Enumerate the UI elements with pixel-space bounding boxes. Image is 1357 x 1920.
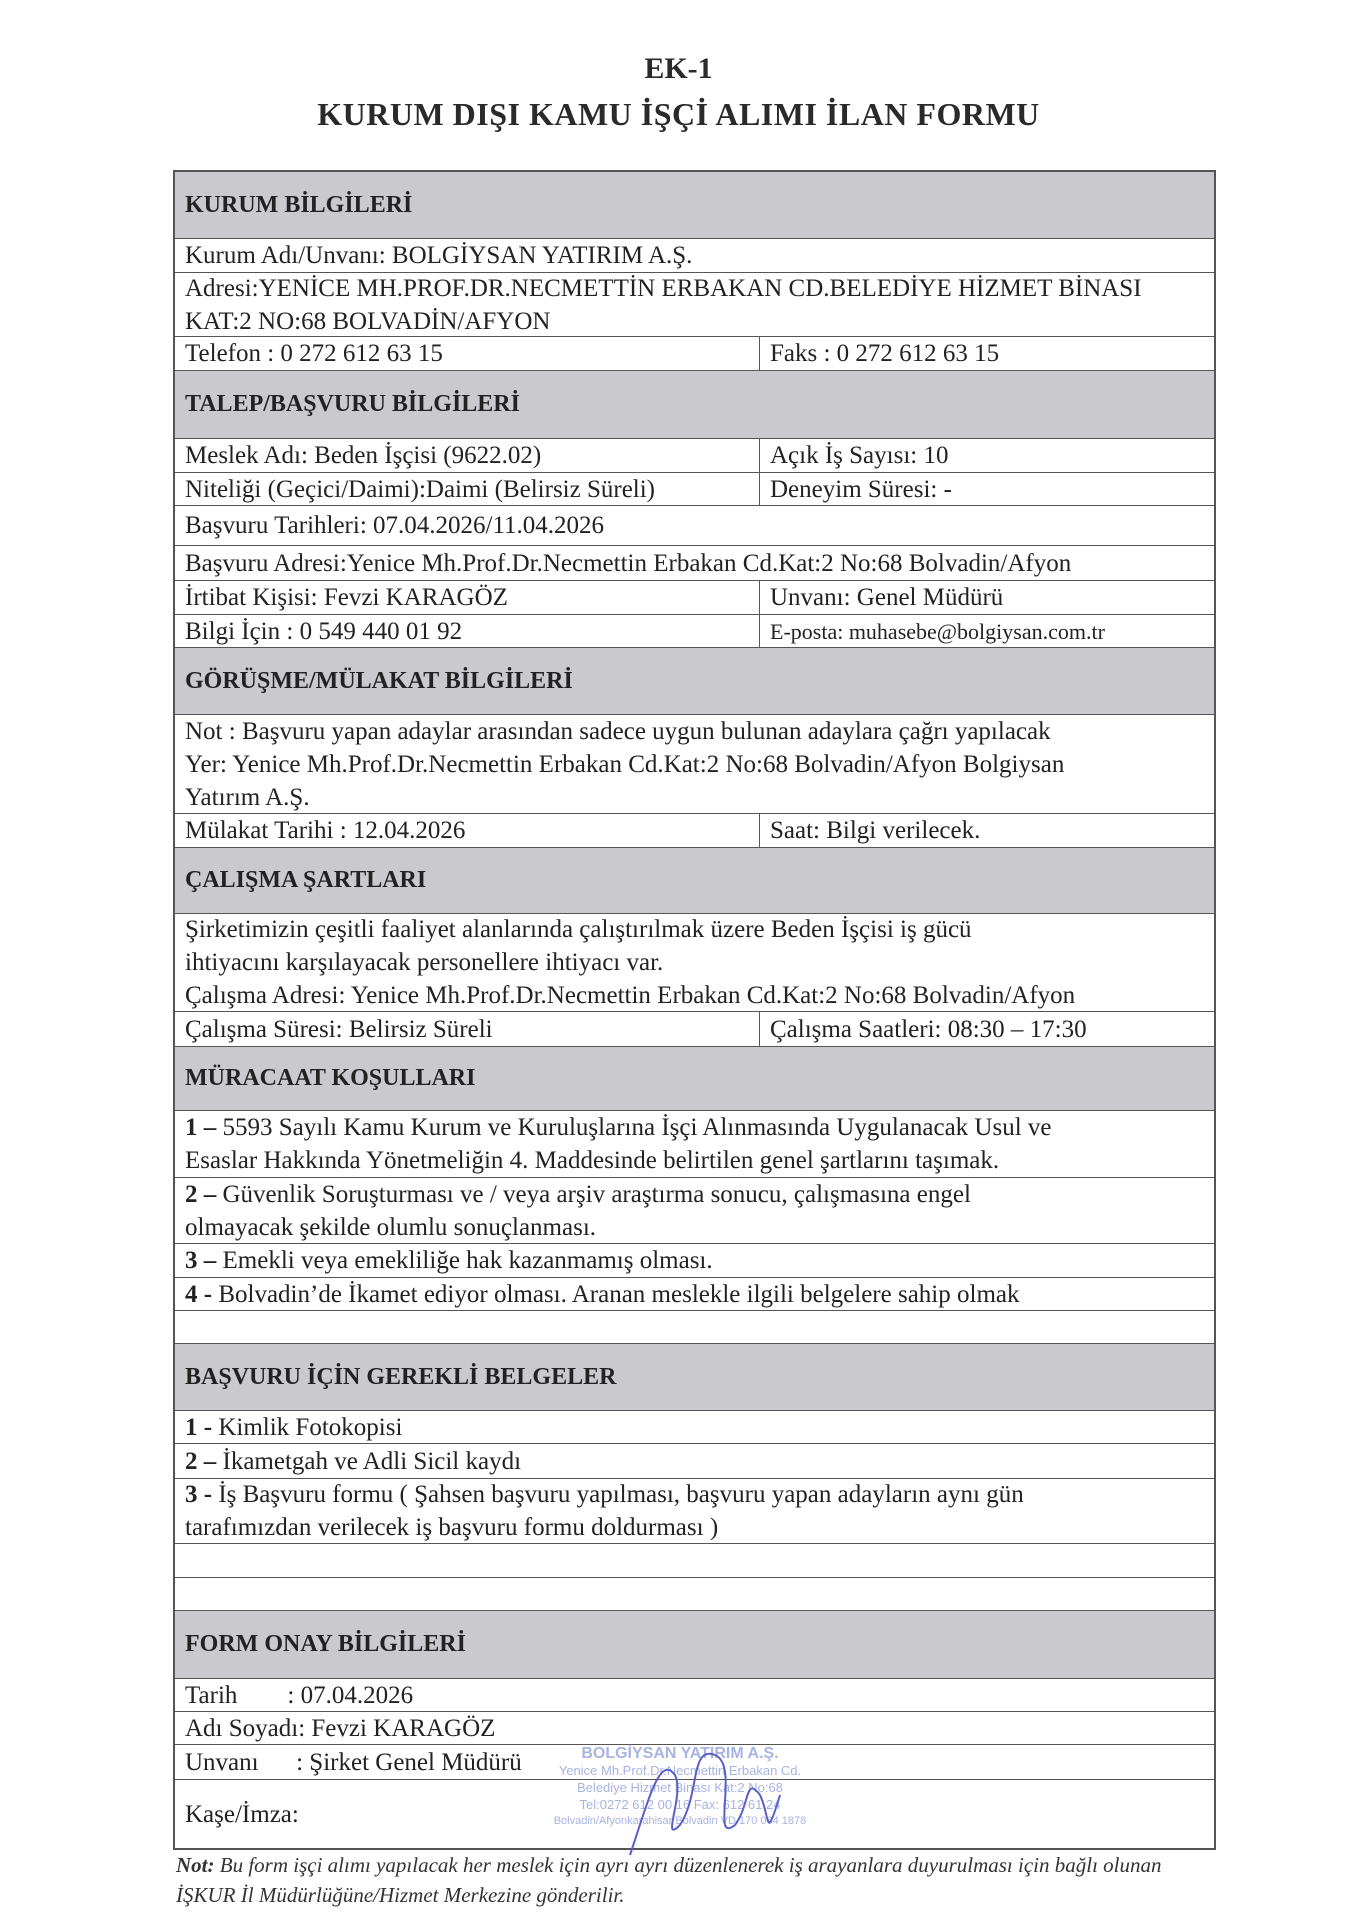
section-header-gorusme: [175, 647, 1214, 714]
item-number: 2 –: [185, 1180, 217, 1208]
basvuru-adresi: Başvuru Adresi:Yenice Mh.Prof.Dr.Necmettin Erbakan Cd.Kat:2 No:68 Bolvadin/Afyon: [185, 549, 1072, 577]
basvuru-tarihleri: Başvuru Tarihleri: 07.04.2026/11.04.2026: [185, 512, 605, 539]
item-number: 1 -: [185, 1413, 213, 1441]
onay-unvani: Unvanı : Şirket Genel Müdürü: [185, 1748, 522, 1776]
stamp-line: Bolvadin/Afyonkarahisar Bolvadin VD 170 064 1878: [553, 1815, 807, 1827]
note-text: Bu form işçi alımı yapılacak her meslek için ayrı ayrı düzenlenerek iş arayanlara duyurulması için bağlı olunan İŞKUR İl Müdürlüğüne/Hizmet Merkezine gönderilir.: [176, 1853, 1162, 1907]
muracaat-item: [175, 1111, 1214, 1177]
niteligi: Niteliği (Geçici/Daimi):Daimi (Belirsiz Süreli): [175, 473, 760, 505]
faks: Faks : 0 272 612 63 15: [770, 340, 1000, 367]
acik-is-sayisi: Açık İş Sayısı: 10: [770, 442, 949, 469]
section-title: TALEP/BAŞVURU BİLGİLERİ: [185, 391, 520, 417]
item-text: İkametgah ve Adli Sicil kaydı: [216, 1447, 522, 1475]
text-line: Şirketimizin çeşitli faaliyet alanlarında çalıştırılmak üzere Beden İşçisi iş gücü: [185, 916, 972, 943]
document-code: EK-1: [644, 52, 713, 85]
item-text: Güvenlik Soruşturması ve / veya arşiv araştırma sonucu, çalışmasına engel: [216, 1180, 971, 1208]
deneyim-suresi: Deneyim Süresi: -: [770, 475, 952, 503]
calisma-suresi: Çalışma Süresi: Belirsiz Süreli: [175, 1012, 760, 1046]
onay-adi-soyadi: Adı Soyadı: Fevzi KARAGÖZ: [185, 1714, 496, 1742]
item-number: 4 -: [185, 1280, 213, 1308]
section-title: ÇALIŞMA ŞARTLARI: [185, 867, 427, 893]
empty-row: [175, 1543, 1214, 1577]
mulakat-saat: Saat: Bilgi verilecek.: [770, 817, 981, 844]
section-header-kurum: [175, 172, 1214, 238]
stamp-line: Yenice Mh.Prof.Dr.Necmettin Erbakan Cd.: [558, 1763, 802, 1778]
footer-note: [176, 1850, 1226, 1910]
adres-line: KAT:2 NO:68 BOLVADİN/AFYON: [185, 307, 551, 335]
not-line: Not : Başvuru yapan adaylar arasından sadece uygun bulunan adaylara çağrı yapılacak: [185, 717, 1051, 745]
empty-row: [175, 1577, 1214, 1610]
stamp-line: Belediye Hizmet Binası Kat:2 No:68: [577, 1780, 783, 1795]
muracaat-item: [175, 1178, 1214, 1243]
item-number: 1 –: [185, 1114, 217, 1141]
item-text: Emekli veya emekliliğe hak kazanmamış olması.: [216, 1247, 713, 1274]
muracaat-item: [175, 1278, 1214, 1310]
section-title: BAŞVURU İÇİN GEREKLİ BELGELER: [185, 1363, 617, 1390]
stamp-line: BOLGİYSAN YATIRIM A.Ş.: [581, 1745, 779, 1762]
item-text: Kimlik Fotokopisi: [212, 1413, 403, 1441]
section-title: KURUM BİLGİLERİ: [185, 191, 413, 218]
section-header-calisma: [175, 847, 1214, 913]
stamp-line: Tel:0272 612 00 16 Fax: 612 61 24: [579, 1797, 781, 1812]
section-title: FORM ONAY BİLGİLERİ: [185, 1631, 466, 1657]
item-number: 3 –: [185, 1247, 217, 1274]
adres-line: Adresi:YENİCE MH.PROF.DR.NECMETTİN ERBAKAN CD.BELEDİYE HİZMET BİNASI: [185, 274, 1142, 302]
section-header-onay: [175, 1610, 1214, 1678]
item-text: İş Başvuru formu ( Şahsen başvuru yapılması, başvuru yapan adayların aynı gün: [212, 1481, 1024, 1508]
section-header-talep: [175, 370, 1214, 438]
document-title: KURUM DIŞI KAMU İŞÇİ ALIMI İLAN FORMU: [317, 96, 1040, 132]
section-header-belgeler: [175, 1343, 1214, 1410]
eposta: E-posta: muhasebe@bolgiysan.com.tr: [770, 618, 1105, 644]
calisma-adresi: Çalışma Adresi: Yenice Mh.Prof.Dr.Necmettin Erbakan Cd.Kat:2 No:68 Bolvadin/Afyon: [185, 982, 1076, 1009]
text-line: ihtiyacını karşılayacak personellere ihtiyacı var.: [185, 949, 664, 976]
kurum-adi: Kurum Adı/Unvanı: BOLGİYSAN YATIRIM A.Ş.: [185, 242, 693, 269]
mulakat-tarihi: Mülakat Tarihi : 12.04.2026: [175, 814, 760, 847]
calisma-aciklama: [175, 914, 1214, 1011]
item-text: tarafımızdan verilecek iş başvuru formu doldurması ): [185, 1514, 719, 1541]
yer-line: Yer: Yenice Mh.Prof.Dr.Necmettin Erbakan Cd.Kat:2 No:68 Bolvadin/Afyon Bolgiysan: [185, 750, 1065, 778]
belge-item: [175, 1444, 1214, 1478]
telefon: Telefon : 0 272 612 63 15: [175, 337, 760, 370]
note-label: Not:: [176, 1853, 215, 1877]
section-title: MÜRACAAT KOŞULLARI: [185, 1065, 476, 1091]
belge-item: [175, 1479, 1214, 1543]
kase-imza: Kaşe/İmza:: [185, 1800, 299, 1828]
kurum-adres: [175, 273, 1214, 336]
item-text: 5593 Sayılı Kamu Kurum ve Kuruluşlarına İşçi Alınmasında Uygulanacak Usul ve: [216, 1114, 1052, 1141]
item-number: 2 –: [185, 1447, 217, 1475]
meslek-adi: Meslek Adı: Beden İşçisi (9622.02): [175, 439, 760, 472]
yer-line: Yatırım A.Ş.: [185, 783, 310, 811]
item-text: Bolvadin’de İkamet ediyor olması. Aranan meslekle ilgili belgelere sahip olmak: [212, 1280, 1020, 1308]
item-text: Esaslar Hakkında Yönetmeliğin 4. Maddesinde belirtilen genel şartlarını taşımak.: [185, 1147, 1000, 1174]
signature: [620, 1735, 820, 1865]
item-number: 3 -: [185, 1481, 213, 1508]
irtibat-unvan: Unvanı: Genel Müdürü: [770, 584, 1004, 611]
empty-row: [175, 1310, 1214, 1343]
form-table: [173, 170, 1216, 1850]
irtibat-kisisi: İrtibat Kişisi: Fevzi KARAGÖZ: [175, 581, 760, 614]
calisma-saatleri: Çalışma Saatleri: 08:30 – 17:30: [770, 1015, 1087, 1043]
section-title: GÖRÜŞME/MÜLAKAT BİLGİLERİ: [185, 667, 573, 694]
gorusme-not: [175, 715, 1214, 813]
onay-tarih: Tarih : 07.04.2026: [185, 1681, 414, 1709]
section-header-muracaat: [175, 1046, 1214, 1110]
bilgi-telefon: Bilgi İçin : 0 549 440 01 92: [175, 615, 760, 647]
item-text: olmayacak şekilde olumlu sonuçlanması.: [185, 1213, 597, 1241]
muracaat-item: [175, 1244, 1214, 1277]
belge-item: [175, 1411, 1214, 1443]
